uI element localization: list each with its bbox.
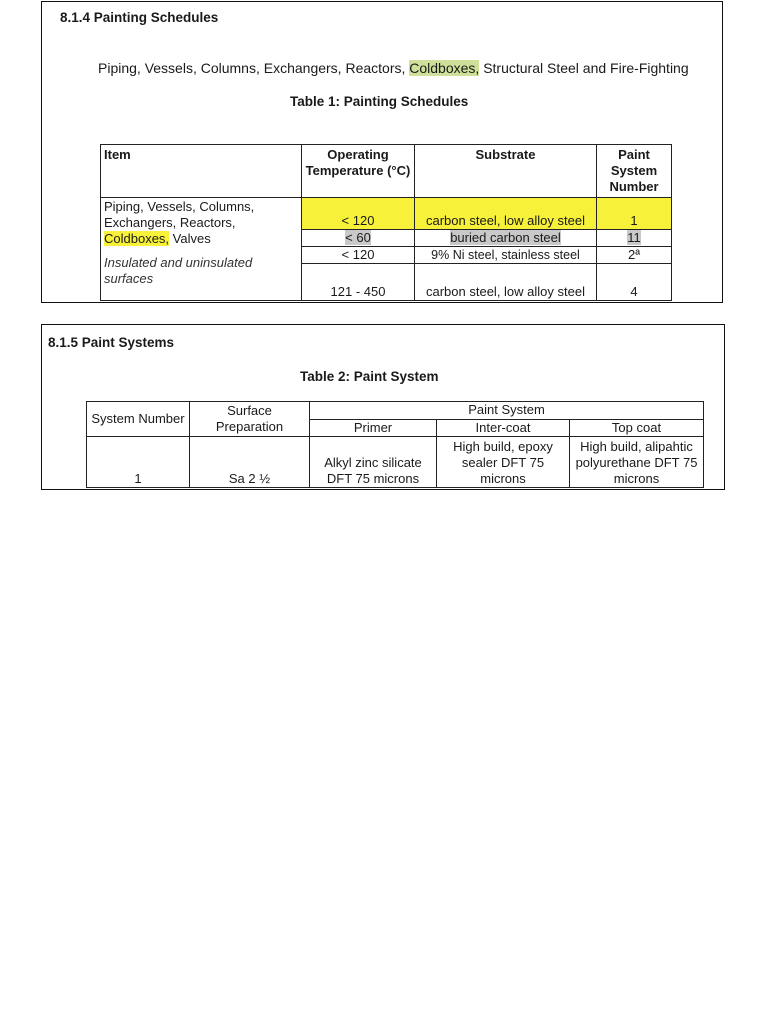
row4-substrate: carbon steel, low alloy steel bbox=[415, 264, 597, 301]
table-row bbox=[87, 437, 704, 488]
table2-header-row-1 bbox=[87, 402, 704, 420]
row2-system-number bbox=[597, 230, 672, 247]
item-coldboxes-highlight: Coldboxes, bbox=[104, 231, 170, 246]
item-line-1: Piping, Vessels, Columns, bbox=[104, 199, 255, 214]
table2-header-system-number: System Number bbox=[87, 402, 190, 437]
table2-caption: Table 2: Paint System bbox=[300, 369, 439, 384]
row1-temperature: < 120 bbox=[302, 198, 415, 230]
item-line-valves: Valves bbox=[169, 231, 211, 246]
item-line-2: Exchangers, Reactors, bbox=[104, 215, 236, 230]
painting-schedules-table bbox=[100, 144, 672, 301]
table2-header-surface-preparation: Surface Preparation bbox=[190, 402, 310, 437]
row2-substrate bbox=[415, 230, 597, 247]
row2-substrate-value: buried carbon steel bbox=[450, 230, 561, 245]
table2-header-intercoat: Inter-coat bbox=[437, 419, 570, 437]
row2-temperature bbox=[302, 230, 415, 247]
painting-schedules-panel bbox=[41, 1, 723, 303]
subtitle-coldboxes-highlight: Coldboxes, bbox=[409, 60, 480, 76]
table2-header-paint-system: Paint System bbox=[310, 402, 704, 420]
subtitle-part-1: Piping, Vessels, Columns, Exchangers, Reactors, bbox=[98, 60, 410, 76]
row3-substrate: 9% Ni steel, stainless steel bbox=[415, 247, 597, 264]
table1-header-item: Item bbox=[101, 145, 302, 198]
section-heading-painting-schedules: 8.1.4 Painting Schedules bbox=[60, 10, 219, 25]
row4-system-number: 4 bbox=[597, 264, 672, 301]
table1-item-cell bbox=[101, 198, 302, 301]
paint-system-table bbox=[86, 401, 704, 488]
table-row bbox=[101, 198, 672, 230]
table1-header-temperature: Operating Temperature (°C) bbox=[302, 145, 415, 198]
row3-system-number: 2ª bbox=[597, 247, 672, 264]
table2-topcoat-1: High build, alipahtic polyurethane DFT 75 microns bbox=[570, 437, 704, 488]
table2-header-primer: Primer bbox=[310, 419, 437, 437]
table1-caption: Table 1: Painting Schedules bbox=[290, 94, 469, 109]
table2-surface-prep-1: Sa 2 ½ bbox=[190, 437, 310, 488]
table1-header-system-number: Paint System Number bbox=[597, 145, 672, 198]
row1-system-number: 1 bbox=[597, 198, 672, 230]
section-heading-paint-systems: 8.1.5 Paint Systems bbox=[48, 335, 175, 350]
paint-systems-panel bbox=[41, 324, 725, 490]
table1-header-substrate: Substrate bbox=[415, 145, 597, 198]
row3-temperature: < 120 bbox=[302, 247, 415, 264]
row2-system-value: 11 bbox=[627, 230, 641, 245]
row4-temperature: 121 - 450 bbox=[302, 264, 415, 301]
item-note: Insulated and uninsulated surfaces bbox=[104, 255, 253, 286]
row2-temperature-value: < 60 bbox=[345, 230, 371, 245]
row1-substrate: carbon steel, low alloy steel bbox=[415, 198, 597, 230]
table2-intercoat-1: High build, epoxy sealer DFT 75 microns bbox=[437, 437, 570, 488]
table2-system-1: 1 bbox=[87, 437, 190, 488]
table1-header-row bbox=[101, 145, 672, 198]
table2-primer-1: Alkyl zinc silicate DFT 75 microns bbox=[310, 437, 437, 488]
subtitle-part-3: Structural Steel and Fire-Fighting bbox=[479, 60, 689, 76]
scope-subtitle bbox=[98, 60, 689, 76]
table2-header-topcoat: Top coat bbox=[570, 419, 704, 437]
